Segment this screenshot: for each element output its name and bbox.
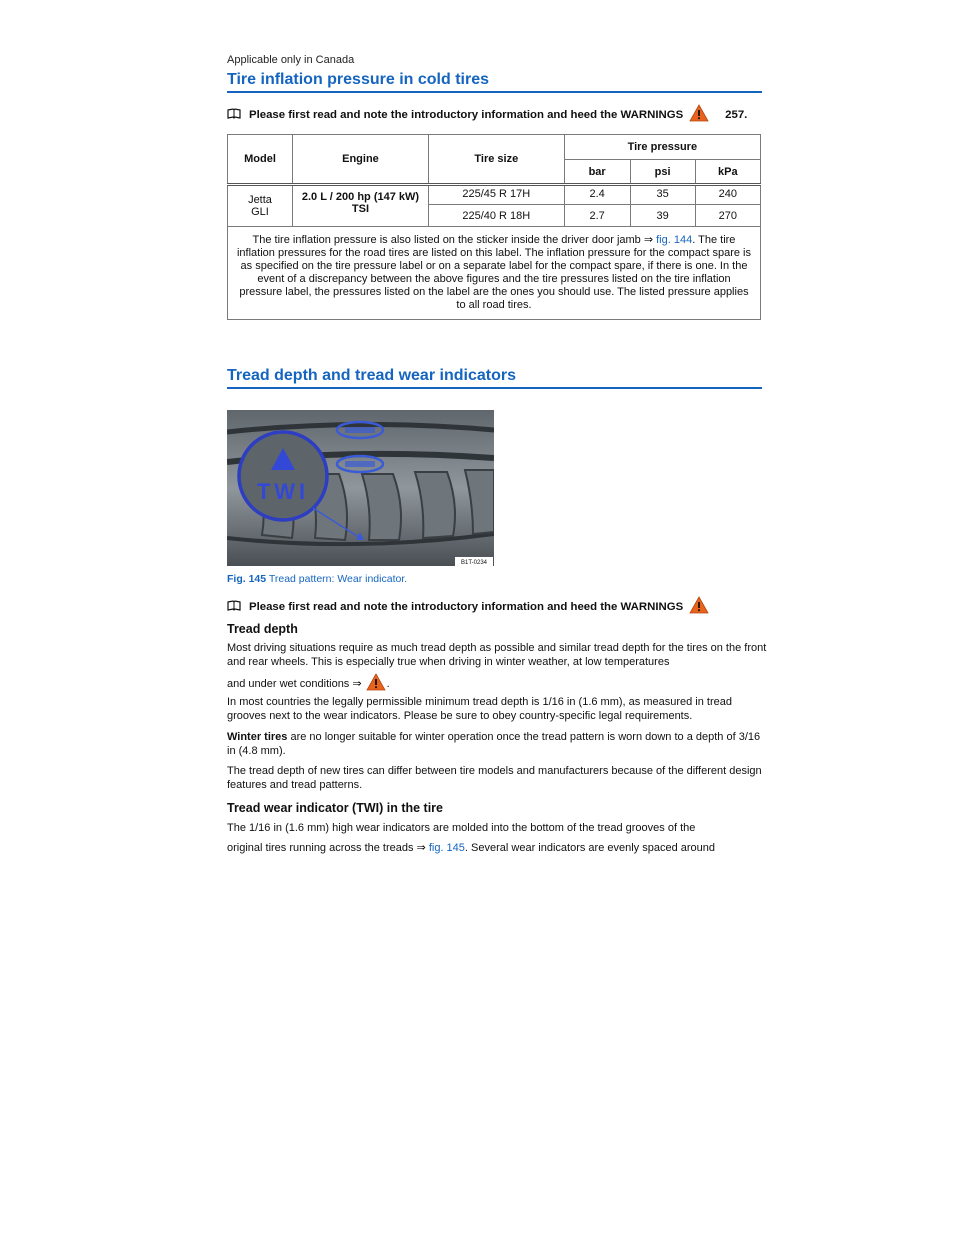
twi-para-1: The 1/16 in (1.6 mm) high wear indicators are molded into the bottom of the tread grooves of the <box>227 822 696 834</box>
col-engine: Engine <box>292 135 428 185</box>
col-model: Model <box>228 135 293 185</box>
bar-cell: 2.4 <box>564 185 630 205</box>
tire-size-cell: 225/40 R 18H <box>428 205 564 227</box>
para-text-end: . <box>386 677 390 690</box>
para-text: and under wet conditions ⇒ <box>227 677 362 690</box>
caption-label: Fig. 145 <box>227 573 267 585</box>
model-cell: Jetta GLI <box>228 185 293 227</box>
tire-tread-illustration <box>227 410 494 566</box>
book-icon <box>227 600 241 614</box>
para-text-end: . Several wear indicators are evenly spaced around <box>464 842 716 854</box>
section-title-tread-depth: Tread depth and tread wear indicators <box>227 367 762 389</box>
tread-depth-heading: Tread depth <box>227 622 298 636</box>
warning-triangle-icon[interactable] <box>366 673 386 696</box>
winter-tires-term: Winter tires <box>227 731 288 743</box>
para-text: are no longer suitable for winter operation once the tread pattern is worn down to a depth of 3/16 in (4.8 mm). <box>227 731 761 757</box>
kpa-cell: 270 <box>695 205 760 227</box>
footnote-text: The tire inflation pressure is also listed on the sticker inside the driver door jamb ⇒ <box>252 234 654 246</box>
para-text: original tires running across the treads ⇒ <box>227 842 426 854</box>
tire-pressure-table <box>227 134 761 320</box>
twi-heading: Tread wear indicator (TWI) in the tire <box>227 801 444 815</box>
tread-pattern-figure <box>227 410 494 566</box>
fig-144-link[interactable]: fig. 144 <box>656 234 693 246</box>
applicable-note: Applicable only in Canada <box>227 54 355 66</box>
read-first-note-2 <box>227 596 767 617</box>
warning-triangle-icon <box>689 596 709 617</box>
tread-depth-para-4: The tread depth of new tires can differ between tire models and manufacturers because of the different design features and tread patterns. <box>227 765 762 791</box>
table-footnote <box>228 227 761 320</box>
kpa-cell: 240 <box>695 185 760 205</box>
tread-depth-para-2: In most countries the legally permissible minimum tread depth is 1/16 in (1.6 mm), as measured in tread grooves next to the wear indicators. Please be sure to obey country-specific legal requirements. <box>227 696 732 722</box>
psi-cell: 39 <box>630 205 695 227</box>
engine-cell: 2.0 L / 200 hp (147 kW) TSI <box>292 185 428 227</box>
caption-text: Tread pattern: Wear indicator. <box>268 573 408 585</box>
figure-code: B1T-0234 <box>460 560 488 566</box>
bar-cell: 2.7 <box>564 205 630 227</box>
twi-para-2 <box>227 842 767 856</box>
col-tire-size: Tire size <box>428 135 564 185</box>
col-tire-pressure: Tire pressure <box>564 135 760 160</box>
section-title-tire-pressure: Tire inflation pressure in cold tires <box>227 71 762 93</box>
twi-label: TWI <box>256 479 310 504</box>
fig-145-link[interactable]: fig. 145 <box>428 842 465 854</box>
warning-triangle-icon <box>689 104 709 125</box>
footnote-text-rest: . The tire inflation pressures for the road tires are listed on this label. The inflation pressure for the compact spare is as specified on the tire pressure label or on a separate label for the compact spare, if there is one. In the event of a discrepancy between the above figures and the tire pressures listed on the tire inflation pressure label, the pressures listed on the label are the ones you should use. The listed pressure applies to all road tires. <box>236 234 751 311</box>
psi-cell: 35 <box>630 185 695 205</box>
note-page-ref[interactable]: 257. <box>725 108 748 121</box>
col-kpa: kPa <box>695 160 760 185</box>
col-bar: bar <box>564 160 630 185</box>
read-first-note <box>227 104 767 125</box>
figure-caption <box>227 573 407 585</box>
book-icon <box>227 108 241 122</box>
winter-tires-para <box>227 731 767 758</box>
note-text: Please first read and note the introductory information and heed the WARNINGS <box>249 108 684 121</box>
tire-size-cell: 225/45 R 17H <box>428 185 564 205</box>
tread-depth-para-1-end <box>227 673 767 696</box>
tread-depth-para-1: Most driving situations require as much tread depth as possible and similar tread depth for the tires on the front and rear wheels. This is especially true when driving in winter weather, at low temperatures <box>227 642 767 668</box>
col-psi: psi <box>630 160 695 185</box>
note-text: Please first read and note the introductory information and heed the WARNINGS <box>249 600 684 613</box>
